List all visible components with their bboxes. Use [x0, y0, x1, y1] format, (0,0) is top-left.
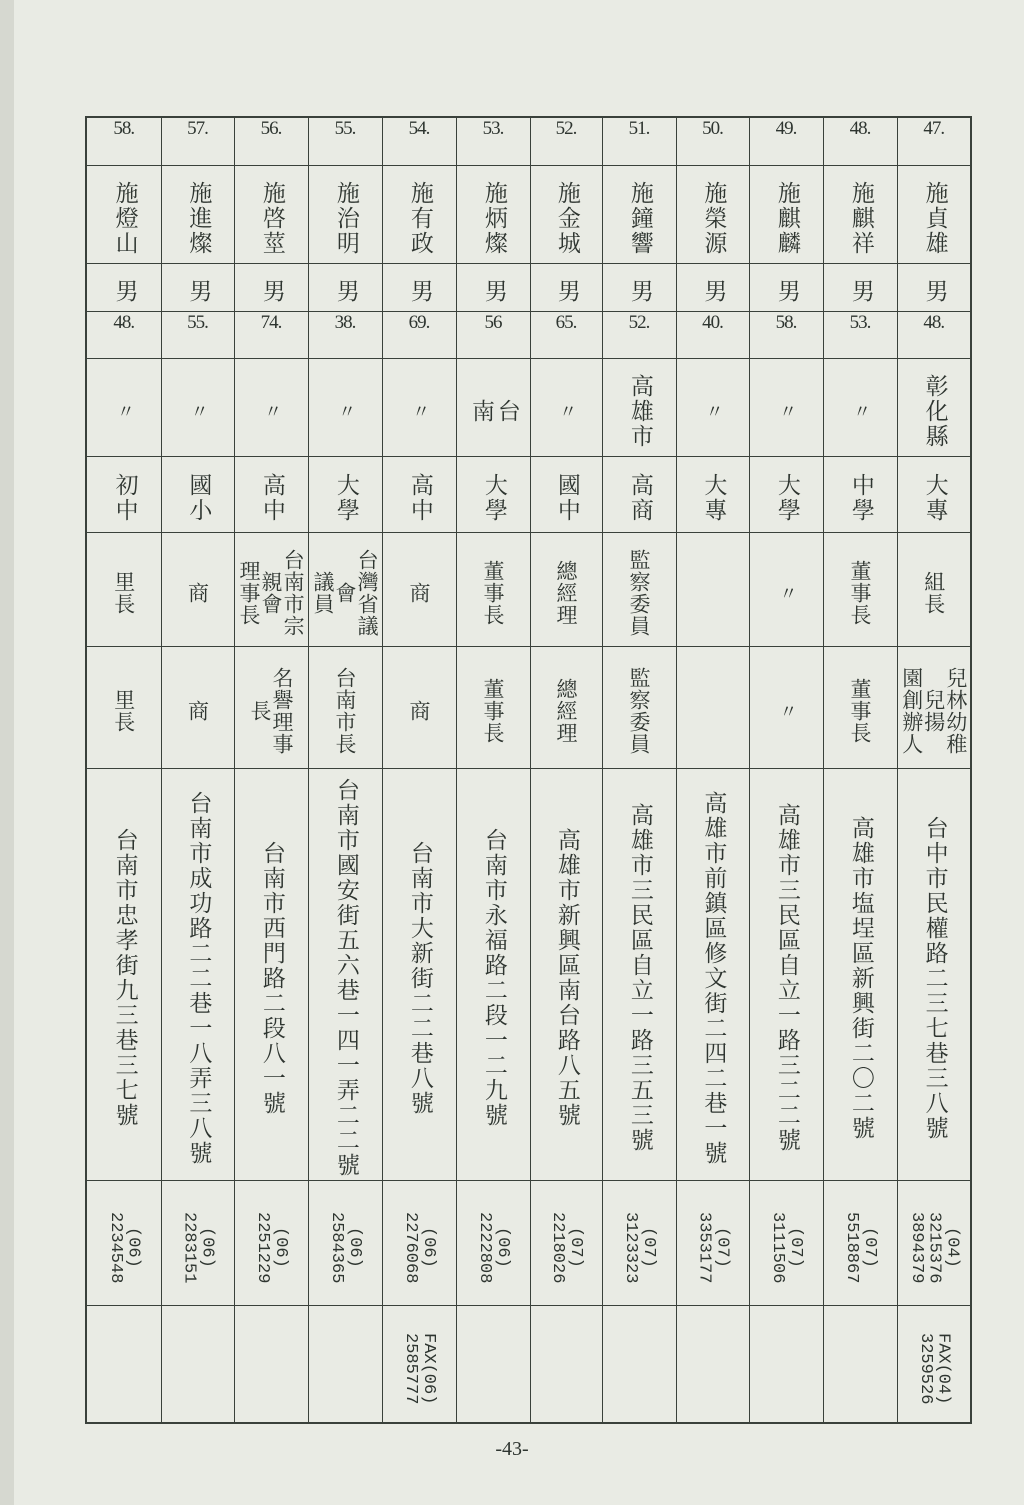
address-text: 高雄市三民區自立一路三五三號 — [626, 803, 653, 1153]
title-cell — [823, 532, 897, 646]
no-text: 56. — [260, 118, 282, 139]
sex-cell — [86, 263, 161, 311]
address-cell — [382, 768, 456, 1180]
page-number: -43- — [495, 1438, 529, 1460]
title-text: 董事長 — [481, 560, 506, 626]
role-cell — [161, 646, 234, 768]
age-text: 69. — [408, 311, 430, 333]
phone-cell — [86, 1180, 161, 1305]
edu-text: 高中 — [258, 473, 285, 523]
phone-text: (04) 3215376 3894379 — [906, 1211, 962, 1284]
edu-text: 大學 — [332, 473, 359, 523]
no-cell — [456, 117, 530, 165]
role-cell — [676, 646, 749, 768]
name-text: 施燈山 — [111, 180, 138, 256]
address-text: 台南市西門路二段八一號 — [258, 840, 285, 1116]
age-text: 74. — [260, 311, 282, 333]
name-cell — [86, 165, 161, 263]
fax-cell — [602, 1305, 676, 1423]
title-text: 監察委員 — [627, 549, 652, 637]
no-cell — [602, 117, 676, 165]
address-text: 高雄市塩埕區新興街二〇二號 — [847, 815, 874, 1141]
age-text: 52. — [628, 311, 650, 333]
no-text: 52. — [555, 118, 577, 139]
title-text: 台灣省議 會 議員 — [310, 549, 380, 637]
edu-text: 中學 — [847, 473, 874, 523]
role-cell — [234, 646, 308, 768]
region-cell — [530, 358, 602, 456]
sex-text: 男 — [406, 278, 433, 304]
address-cell — [897, 768, 971, 1180]
region-text: 高雄市 — [626, 373, 653, 449]
role-text: 台南市長 — [333, 667, 358, 755]
row-number — [86, 117, 971, 165]
region-text: 〃 — [776, 402, 798, 420]
role-text: 董事長 — [481, 678, 506, 744]
age-cell — [530, 311, 602, 358]
no-text: 51. — [628, 118, 650, 139]
region-cell — [456, 358, 530, 456]
name-text: 施炳燦 — [480, 180, 507, 256]
edu-text: 高中 — [406, 473, 433, 523]
phone-text: (07) 5518867 — [842, 1211, 879, 1284]
fax-cell — [456, 1305, 530, 1423]
edu-text: 大學 — [480, 473, 507, 523]
sex-text: 男 — [847, 278, 874, 304]
age-text: 55. — [187, 311, 208, 333]
title-cell — [382, 532, 456, 646]
sex-text: 男 — [480, 278, 507, 304]
region-text: 〃 — [556, 402, 578, 420]
address-text: 台南市成功路二二巷一八弄三八號 — [185, 790, 212, 1166]
row-age — [86, 311, 971, 358]
address-text: 台中市民權路二三七巷三八號 — [921, 815, 948, 1141]
no-cell — [234, 117, 308, 165]
sex-text: 男 — [921, 278, 948, 304]
address-cell — [676, 768, 749, 1180]
sex-text: 男 — [700, 278, 727, 304]
no-cell — [676, 117, 749, 165]
name-cell — [161, 165, 234, 263]
no-text: 49. — [775, 118, 797, 139]
sex-cell — [234, 263, 308, 311]
sex-cell — [749, 263, 823, 311]
address-text: 高雄市新興區南台路八五號 — [553, 828, 580, 1128]
title-text: 組長 — [921, 571, 946, 615]
no-text: 54. — [408, 118, 430, 139]
region-text: 彰化縣 — [921, 373, 948, 449]
role-text: 里長 — [111, 689, 136, 733]
fax-cell — [382, 1305, 456, 1423]
region-cell — [676, 358, 749, 456]
edu-cell — [456, 456, 530, 532]
row-name — [86, 165, 971, 263]
row-address — [86, 768, 971, 1180]
name-cell — [676, 165, 749, 263]
address-cell — [823, 768, 897, 1180]
phone-text: (06) 2234548 — [105, 1211, 143, 1284]
age-text: 58. — [775, 311, 797, 333]
role-text: 兒林幼稚 兒揚 園創辦人 — [899, 667, 968, 755]
age-cell — [897, 311, 971, 358]
title-cell — [86, 532, 161, 646]
title-cell — [234, 532, 308, 646]
role-text: 〃 — [776, 702, 798, 720]
region-text: 台 南 — [468, 398, 520, 424]
address-cell — [456, 768, 530, 1180]
sex-text: 男 — [332, 278, 359, 304]
edu-text: 高商 — [626, 473, 653, 523]
age-text: 48. — [113, 311, 135, 333]
role-text: 總經理 — [554, 678, 579, 744]
edu-cell — [749, 456, 823, 532]
role-text: 董事長 — [848, 678, 873, 744]
age-cell — [456, 311, 530, 358]
name-text: 施麒麟 — [773, 180, 800, 256]
sex-cell — [530, 263, 602, 311]
region-text: 〃 — [261, 402, 283, 420]
no-cell — [86, 117, 161, 165]
sex-text: 男 — [111, 278, 138, 304]
region-cell — [602, 358, 676, 456]
title-text: 里長 — [111, 571, 136, 615]
age-text: 53. — [849, 311, 871, 333]
name-cell — [602, 165, 676, 263]
edu-cell — [823, 456, 897, 532]
age-text: 65. — [555, 311, 577, 333]
address-cell — [602, 768, 676, 1180]
no-text: 57. — [187, 118, 208, 139]
edu-text: 國小 — [185, 473, 212, 523]
fax-cell — [86, 1305, 161, 1423]
phone-text: (07) 2218026 — [548, 1211, 585, 1284]
sex-cell — [161, 263, 234, 311]
age-text: 48. — [923, 311, 945, 333]
no-cell — [382, 117, 456, 165]
sex-cell — [602, 263, 676, 311]
phone-text: (07) 3111506 — [768, 1211, 805, 1284]
title-text: 台南市宗 親會 理事長 — [236, 549, 306, 637]
address-cell — [308, 768, 382, 1180]
name-cell — [749, 165, 823, 263]
phone-text: (06) 2222808 — [475, 1211, 512, 1284]
sex-cell — [823, 263, 897, 311]
phone-text: (06) 2251229 — [253, 1211, 290, 1284]
age-cell — [749, 311, 823, 358]
region-cell — [382, 358, 456, 456]
phone-text: (06) 2283151 — [179, 1211, 217, 1284]
edu-text: 初中 — [111, 473, 138, 523]
phone-cell — [823, 1180, 897, 1305]
edu-cell — [530, 456, 602, 532]
role-text: 商 — [407, 700, 432, 722]
no-cell — [308, 117, 382, 165]
age-text: 38. — [334, 311, 356, 333]
row-phone — [86, 1180, 971, 1305]
edu-text: 大專 — [921, 473, 948, 523]
title-cell — [676, 532, 749, 646]
fax-cell — [234, 1305, 308, 1423]
title-text: 商 — [185, 582, 210, 604]
phone-cell — [308, 1180, 382, 1305]
edu-cell — [308, 456, 382, 532]
region-cell — [897, 358, 971, 456]
sex-cell — [676, 263, 749, 311]
title-cell — [602, 532, 676, 646]
sex-cell — [456, 263, 530, 311]
no-text: 53. — [482, 118, 504, 139]
region-cell — [234, 358, 308, 456]
role-cell — [897, 646, 971, 768]
title-text: 董事長 — [848, 560, 873, 626]
phone-cell — [676, 1180, 749, 1305]
phone-cell — [161, 1180, 234, 1305]
title-cell — [749, 532, 823, 646]
title-text: 〃 — [776, 584, 798, 602]
age-cell — [676, 311, 749, 358]
no-cell — [823, 117, 897, 165]
role-cell — [823, 646, 897, 768]
role-cell — [456, 646, 530, 768]
edu-text: 大學 — [773, 473, 800, 523]
region-text: 〃 — [187, 402, 209, 420]
title-cell — [161, 532, 234, 646]
title-cell — [456, 532, 530, 646]
age-text: 56 — [484, 311, 502, 333]
region-cell — [749, 358, 823, 456]
address-cell — [86, 768, 161, 1180]
region-text: 〃 — [850, 402, 872, 420]
no-text: 55. — [334, 118, 356, 139]
region-cell — [823, 358, 897, 456]
page-edge — [0, 0, 14, 1505]
role-cell — [308, 646, 382, 768]
address-cell — [234, 768, 308, 1180]
role-cell — [749, 646, 823, 768]
sex-cell — [897, 263, 971, 311]
sex-text: 男 — [553, 278, 580, 304]
edu-cell — [86, 456, 161, 532]
phone-cell — [382, 1180, 456, 1305]
title-text: 商 — [407, 582, 432, 604]
address-text: 台南市國安街五六巷一四一弄二二號 — [332, 778, 359, 1178]
age-cell — [86, 311, 161, 358]
age-cell — [382, 311, 456, 358]
phone-text: (07) 3353177 — [694, 1211, 732, 1284]
phone-cell — [456, 1180, 530, 1305]
edu-text: 大專 — [700, 473, 727, 523]
role-text: 監察委員 — [627, 667, 652, 755]
name-cell — [823, 165, 897, 263]
role-text: 名譽理事 長 — [248, 667, 295, 755]
row-position — [86, 532, 971, 646]
name-text: 施鐘響 — [626, 180, 653, 256]
role-cell — [530, 646, 602, 768]
address-text: 高雄市三民區自立一路三二二號 — [773, 803, 800, 1153]
address-text: 台南市永福路二段一二九號 — [480, 828, 507, 1128]
age-cell — [234, 311, 308, 358]
no-cell — [897, 117, 971, 165]
region-cell — [86, 358, 161, 456]
phone-cell — [897, 1180, 971, 1305]
edu-cell — [602, 456, 676, 532]
role-cell — [86, 646, 161, 768]
fax-text: FAX(04) 3259526 — [915, 1333, 953, 1405]
age-cell — [308, 311, 382, 358]
fax-cell — [308, 1305, 382, 1423]
address-text: 高雄市前鎮區修文街二四二巷一號 — [700, 790, 727, 1166]
row-sex — [86, 263, 971, 311]
edu-cell — [676, 456, 749, 532]
name-cell — [456, 165, 530, 263]
member-roster-table — [85, 116, 972, 1424]
phone-text: (06) 2276068 — [401, 1211, 438, 1284]
name-text: 施治明 — [332, 180, 359, 256]
fax-cell — [823, 1305, 897, 1423]
name-cell — [530, 165, 602, 263]
address-cell — [749, 768, 823, 1180]
fax-cell — [749, 1305, 823, 1423]
name-cell — [897, 165, 971, 263]
edu-cell — [897, 456, 971, 532]
no-text: 48. — [849, 118, 871, 139]
no-cell — [530, 117, 602, 165]
no-text: 47. — [923, 118, 945, 139]
phone-cell — [749, 1180, 823, 1305]
sex-text: 男 — [185, 278, 212, 304]
age-cell — [823, 311, 897, 358]
title-cell — [308, 532, 382, 646]
name-cell — [308, 165, 382, 263]
address-cell — [161, 768, 234, 1180]
phone-cell — [602, 1180, 676, 1305]
fax-cell — [676, 1305, 749, 1423]
address-cell — [530, 768, 602, 1180]
name-text: 施貞雄 — [921, 180, 948, 256]
title-cell — [897, 532, 971, 646]
row-role — [86, 646, 971, 768]
fax-text: FAX(06) 2585777 — [401, 1333, 438, 1405]
sex-cell — [308, 263, 382, 311]
phone-cell — [234, 1180, 308, 1305]
name-text: 施啓莖 — [258, 180, 285, 256]
no-cell — [749, 117, 823, 165]
name-text: 施有政 — [406, 180, 433, 256]
edu-cell — [382, 456, 456, 532]
phone-text: (06) 2584365 — [327, 1211, 364, 1284]
region-cell — [308, 358, 382, 456]
edu-text: 國中 — [553, 473, 580, 523]
name-text: 施麒祥 — [847, 180, 874, 256]
name-cell — [382, 165, 456, 263]
sex-cell — [382, 263, 456, 311]
sex-text: 男 — [258, 278, 285, 304]
row-region — [86, 358, 971, 456]
role-text: 商 — [185, 700, 210, 722]
sex-text: 男 — [773, 278, 800, 304]
age-cell — [602, 311, 676, 358]
region-text: 〃 — [409, 402, 431, 420]
title-text: 總經理 — [554, 560, 579, 626]
no-cell — [161, 117, 234, 165]
region-text: 〃 — [702, 402, 724, 420]
region-cell — [161, 358, 234, 456]
region-text: 〃 — [335, 402, 357, 420]
edu-cell — [234, 456, 308, 532]
name-text: 施金城 — [553, 180, 580, 256]
sex-text: 男 — [626, 278, 653, 304]
name-text: 施榮源 — [700, 180, 727, 256]
role-cell — [602, 646, 676, 768]
age-cell — [161, 311, 234, 358]
row-education — [86, 456, 971, 532]
address-text: 台南市忠孝街九三巷三七號 — [111, 828, 138, 1128]
row-fax — [86, 1305, 971, 1423]
address-text: 台南市大新街二二巷八號 — [406, 840, 433, 1116]
name-text: 施進燦 — [185, 180, 212, 256]
fax-cell — [161, 1305, 234, 1423]
region-text: 〃 — [113, 402, 135, 420]
fax-cell — [530, 1305, 602, 1423]
title-cell — [530, 532, 602, 646]
role-cell — [382, 646, 456, 768]
edu-cell — [161, 456, 234, 532]
phone-cell — [530, 1180, 602, 1305]
phone-text: (07) 3123323 — [621, 1211, 658, 1284]
no-text: 58. — [113, 118, 135, 139]
fax-cell — [897, 1305, 971, 1423]
age-text: 40. — [702, 311, 723, 333]
name-cell — [234, 165, 308, 263]
no-text: 50. — [702, 118, 723, 139]
